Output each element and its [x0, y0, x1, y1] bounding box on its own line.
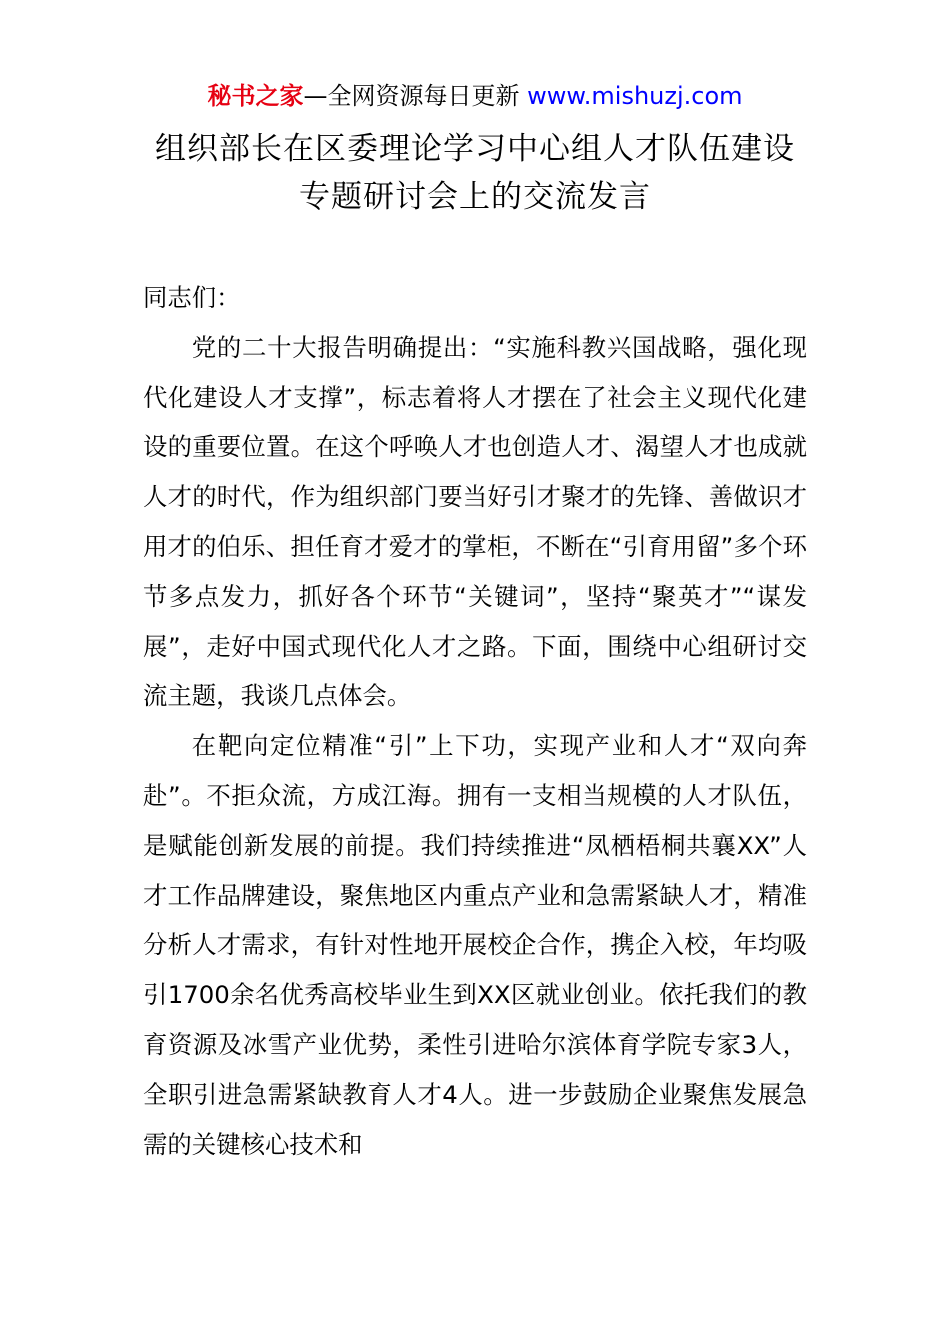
site-header [0, 80, 950, 112]
document-title [0, 125, 950, 221]
document-body [143, 273, 807, 1169]
title-line-2: 专题研讨会上的交流发言 [299, 179, 651, 215]
site-name: 秘书之家 [207, 82, 304, 110]
paragraph-2: 在靶向定位精准“引”上下功，实现产业和人才“双向奔赴”。不拒众流，方成江海。拥有一支相当规模的人才队伍，是赋能创新发展的前提。我们持续推进“凤栖梧桐共襄XX”人才工作品牌建设，聚焦地区内重点产业和急需紧缺人才，精准分析人才需求，有针对性地开展校企合作，携企入校，年均吸引1700余名优秀高校毕业生到XX区就业创业。依托我们的教育资源及冰雪产业优势，柔性引进哈尔滨体育学院专家3人，全职引进急需紧缺教育人才4人。进一步鼓励企业聚焦发展急需的关键核心技术和 [143, 731, 807, 1159]
title-line-1: 组织部长在区委理论学习中心组人才队伍建设 [155, 131, 795, 167]
site-url-link[interactable]: www.mishuzj.com [527, 82, 743, 110]
salutation: 同志们： [143, 283, 241, 312]
paragraph-1: 党的二十大报告明确提出：“实施科教兴国战略，强化现代化建设人才支撑”，标志着将人才摆在了社会主义现代化建设的重要位置。在这个呼唤人才也创造人才、渴望人才也成就人才的时代，作为组织部门要当好引才聚才的先锋、善做识才用才的伯乐、担任育才爱才的掌柜，不断在“引育用留”多个环节多点发力，抓好各个环节“关键词”，坚持“聚英才”“谋发展”，走好中国式现代化人才之路。下面，围绕中心组研讨交流主题，我谈几点体会。 [143, 332, 807, 711]
site-tagline: —全网资源每日更新 [303, 82, 528, 110]
